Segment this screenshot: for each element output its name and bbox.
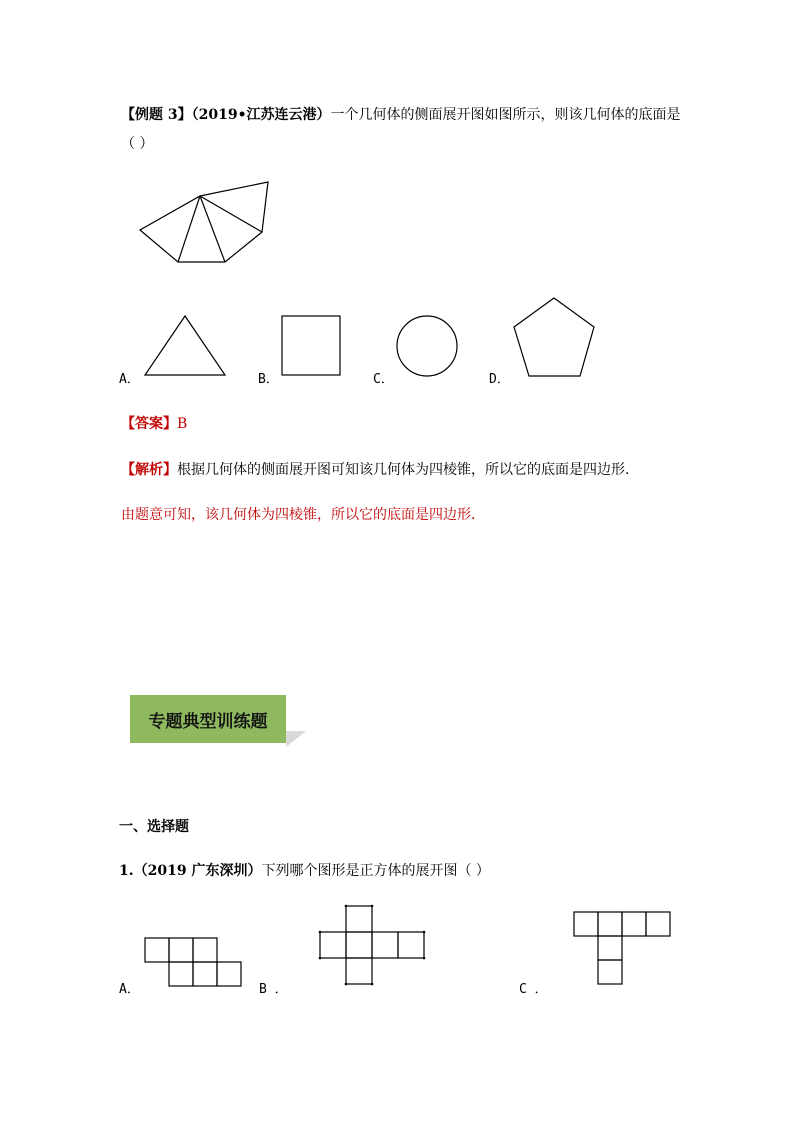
answer-value: B	[177, 416, 188, 432]
section-title: 一、选择题	[119, 819, 189, 835]
answer-tag: 【答案】	[121, 416, 177, 432]
example-tag: 【例题 3】	[121, 107, 192, 123]
example-question: 一个几何体的侧面展开图如图所示，则该几何体的底面是	[330, 107, 681, 123]
option-b-label: B．	[258, 372, 279, 387]
banner-title: 专题典型训练题	[130, 695, 286, 743]
q1-text: 下列哪个图形是正方体的展开图（ ）	[261, 863, 490, 879]
q1-source: （2019 广东深圳）	[133, 863, 262, 879]
q1-option-b-label: B ．	[259, 982, 288, 997]
q1-option-a-label: A．	[119, 982, 140, 997]
example-source: （2019•江苏连云港）	[191, 107, 331, 123]
analysis-text: 根据几何体的侧面展开图可知该几何体为四棱锥，所以它的底面是四边形．	[177, 462, 639, 478]
analysis-tag: 【解析】	[121, 462, 177, 478]
option-d-label: D．	[489, 372, 510, 387]
q1-option-c-label: C ．	[519, 982, 548, 997]
example-answer-paren: （ ）	[121, 136, 154, 152]
option-c-label: C．	[373, 372, 394, 387]
analysis-extra: 由题意可知，该几何体为四棱锥，所以它的底面是四边形．	[121, 507, 485, 523]
q1-number: 1.	[119, 863, 134, 879]
option-a-label: A．	[119, 372, 140, 387]
